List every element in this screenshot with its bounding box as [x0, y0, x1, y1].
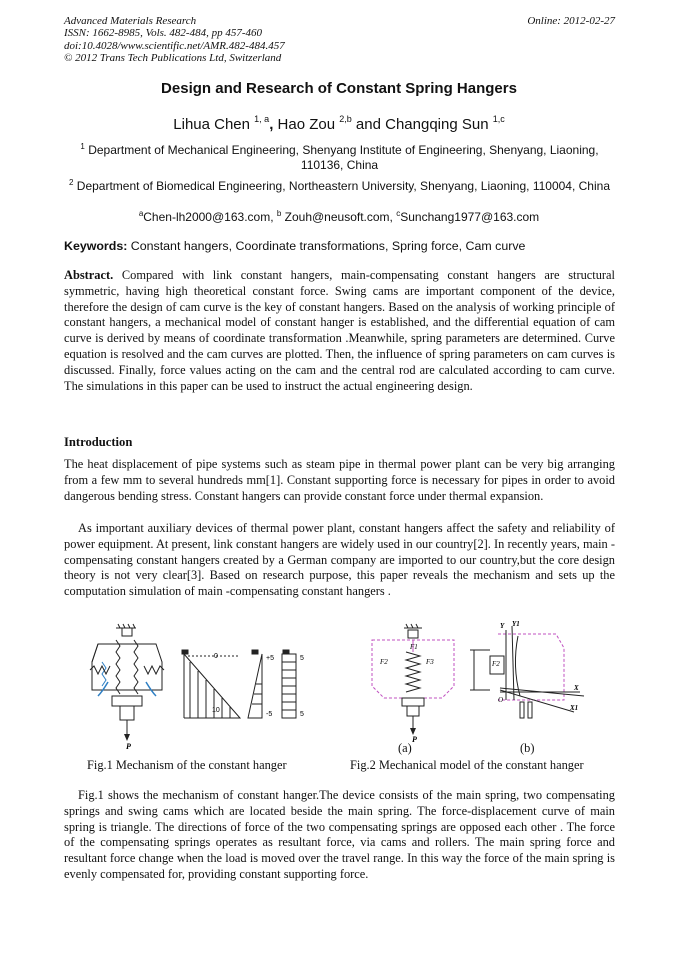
abstract — [64, 268, 615, 394]
email-line — [0, 209, 678, 224]
copyright-line: © 2012 Trans Tech Publications Ltd, Switzerland — [64, 52, 282, 65]
affiliation-1 — [64, 139, 615, 173]
fig2-sublabel-a: (a) — [398, 741, 412, 755]
journal-name: Advanced Materials Research — [64, 15, 197, 27]
fig2a-mechanical-model — [362, 622, 464, 742]
affiliation-1-text: Department of Mechanical Engineering, Shenyang Institute of Engineering, Shenyang, Liaoning, 110136, China — [84, 143, 599, 172]
fig1-load-arrow — [124, 734, 131, 750]
fig2a-force-f1: F1 — [410, 643, 418, 651]
keywords-label: Keywords: — [64, 239, 128, 253]
affiliation-2 — [64, 175, 615, 194]
fig2b-housing — [498, 634, 564, 700]
author-2-sup: 2,b — [339, 114, 352, 124]
journal-header — [64, 15, 285, 65]
abstract-label: Abstract. — [64, 268, 114, 282]
author-3-sup: 1,c — [492, 114, 505, 124]
author-sep-1: , — [269, 116, 278, 133]
fig1-force-diagram-result — [282, 650, 296, 718]
email-b-sup: b — [276, 209, 282, 218]
paper-title: Design and Research of Constant Spring Hangers — [161, 80, 517, 97]
intro-paragraph-2: As important auxiliary devices of thermal power plant, constant hangers affect the safety and reliability of power equipment. At present, link constant hangers are widely used in our country[2]. In recently years, main -compensating constant hangers created by a German company are imported to our country,but the core design theory is not very clear[3]. Based on research purpose, this paper reveals the mechanism and sets up the computation simulation of main -compensating constant hangers . — [64, 521, 615, 599]
keywords-text: Constant hangers, Coordinate transformations, Spring force, Cam curve — [127, 239, 526, 253]
fig2a-force-f3: F3 — [426, 658, 434, 666]
fig1-hanger-assembly — [90, 624, 164, 734]
fig1-mechanism-drawing — [80, 622, 310, 750]
keywords — [64, 239, 615, 253]
doi-line: doi:10.4028/www.scientific.net/AMR.482-484.457 — [64, 39, 285, 52]
fig1-label-plus5: +5 — [266, 655, 274, 662]
fig2-caption: Fig.2 Mechanical model of the constant hanger — [350, 758, 584, 772]
affiliation-2-text: Department of Biomedical Engineering, Northeastern University, Shenyang, Liaoning, 110004, China — [73, 179, 610, 193]
fig2a-load-arrow — [410, 728, 416, 735]
fig2a-force-f2: F2 — [380, 658, 388, 666]
fig2b-axis-x: X — [574, 684, 579, 692]
introduction-heading: Introduction — [64, 435, 133, 449]
fig1-label-zero: 0 — [214, 653, 218, 660]
fig1-label-five-top: 5 — [300, 655, 304, 662]
email-b[interactable]: Zouh@neusoft.com, — [281, 210, 397, 224]
fig1-force-diagram-main — [182, 650, 240, 718]
issn-line: ISSN: 1662-8985, Vols. 482-484, pp 457-460 — [64, 27, 262, 40]
online-date: Online: 2012-02-27 — [527, 15, 615, 27]
fig1-caption: Fig.1 Mechanism of the constant hanger — [87, 758, 287, 772]
email-c[interactable]: Sunchang1977@163.com — [400, 210, 540, 224]
fig1-label-minus5: -5 — [266, 711, 273, 718]
fig1-force-diagram-comp — [248, 650, 262, 718]
fig2-sublabel-b: (b) — [520, 741, 535, 755]
fig1-load-label: P — [126, 742, 131, 750]
author-sep-2: and — [351, 116, 386, 133]
email-c-sup: c — [396, 209, 401, 218]
intro-paragraph-1: The heat displacement of pipe systems such as steam pipe in thermal power plant can be very big arranging from a few mm to several hundreds mm[1]. Constant supporting force is necessary for pipes in order to avoid dangerous bending stress. Constant hangers can provide constant force under thermal expansion. — [64, 457, 615, 503]
email-a[interactable]: Chen-lh2000@163.com, — [143, 210, 277, 224]
affiliation-2-sup: 2 — [69, 178, 74, 187]
fig2b-mechanical-model — [460, 620, 590, 724]
fig2b-axis-y: Y — [500, 622, 505, 630]
author-1-sup: 1, a — [254, 114, 270, 124]
author-1: Lihua Chen — [173, 116, 255, 133]
author-3: Changqing Sun — [385, 116, 493, 133]
fig2b-origin: O — [498, 696, 504, 704]
fig2b-axis-y1: Y1 — [512, 620, 520, 628]
author-line — [0, 114, 678, 133]
fig2b-force-f2: F2 — [492, 660, 500, 668]
author-2: Hao Zou — [277, 116, 340, 133]
affiliation-1-sup: 1 — [80, 142, 85, 151]
fig1-label-ten: 10 — [212, 707, 220, 714]
email-a-sup: a — [138, 209, 144, 218]
abstract-text: Compared with link constant hangers, main-compensating constant hangers are structural symmetric, having high theoretical constant force. Swing cams are important component of the device, therefore the design of cam curve is the key of constant hangers. Based on the analysis of working principle of constant hangers, a mechanical model of constant hanger is established, and the differential equation of cam curve is derived by means of coordinate transformation .Meanwhile, spring parameters are determined. Curve equation is resolved and the cam curves are plotted. Then, the influence of spring parameters on cam curves is discussed. Finally, force values acting on the cam and the central rod are calculated according to cam curve. The simulations in this paper can be used to instruct the actual engineering design. — [64, 268, 615, 393]
fig2b-axis-x1: X1 — [570, 704, 579, 712]
fig2a-load-label: P — [412, 735, 417, 742]
body-paragraph-fig1: Fig.1 shows the mechanism of constant hanger.The device consists of the main spring, two compensating springs and swing cams which are located beside the main spring. The force-displacement curve of main spring is triangle. The directions of force of the two compensating springs are opposed each other . The force of the compensating springs operates as resultant force, via cams and rollers. The main spring force and resultant force change when the load is moved over the travel range. In this way the force of the main spring is evenly compensated for, providing constant supporting force. — [64, 788, 615, 881]
fig2b-cam-geometry — [470, 626, 584, 718]
fig1-label-five-bottom: 5 — [300, 711, 304, 718]
